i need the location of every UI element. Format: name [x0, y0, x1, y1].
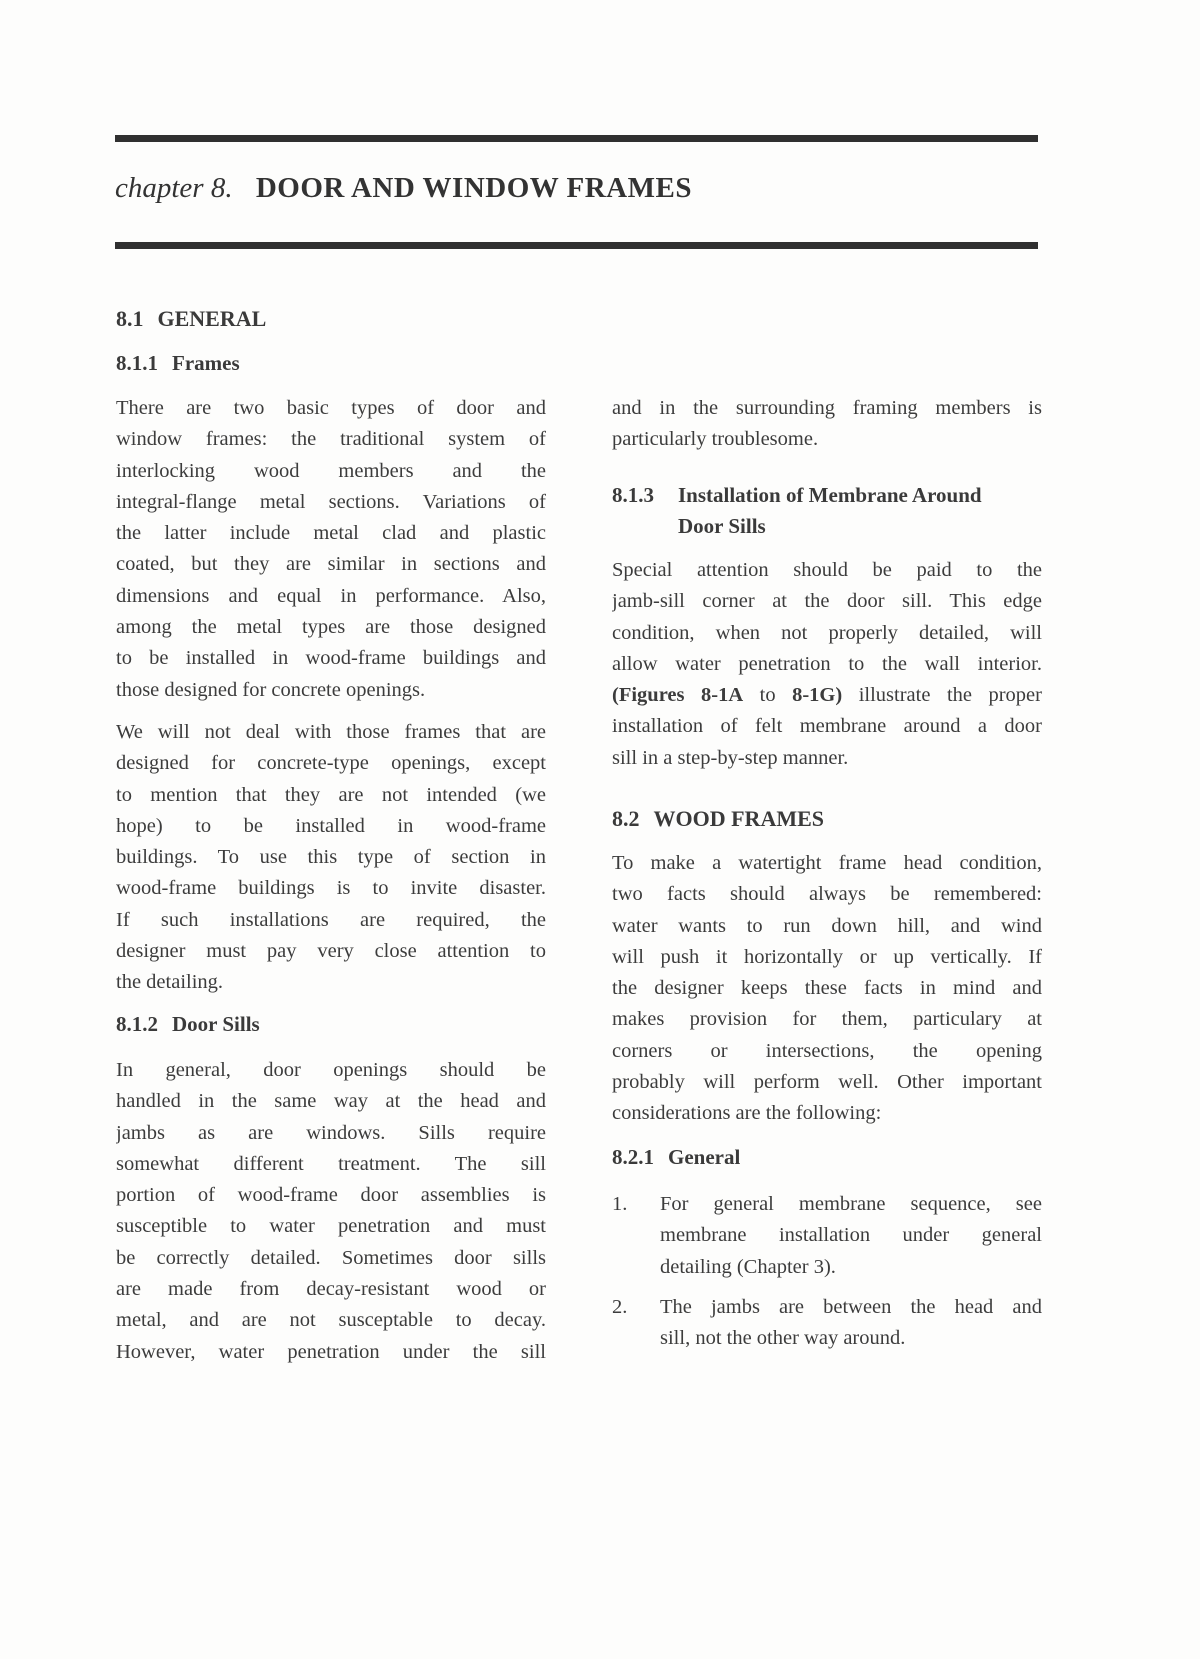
bottom-rule [115, 242, 1038, 249]
section-number: 8.2.1 [612, 1145, 654, 1169]
section-number: 8.2 [612, 806, 640, 831]
section-title: Door Sills [172, 1012, 260, 1036]
text-line: condition, when not properly detailed, will [612, 621, 1042, 644]
section-title-line-2: Door Sills [678, 514, 766, 538]
list-item-body [660, 1292, 1042, 1355]
text-line: corners or intersections, the opening [612, 1039, 1042, 1062]
section-number: 8.1.1 [116, 351, 158, 375]
door-sills-paragraph-continued [612, 393, 1042, 456]
frames-paragraph-2 [116, 717, 546, 999]
section-number: 8.1.3 [612, 483, 654, 507]
list-marker: 2. [612, 1296, 628, 1318]
text-line: and in the surrounding framing members is [612, 397, 1042, 419]
text-line: among the metal types are those designed [116, 616, 546, 639]
text-line: designer must pay very close attention to [116, 940, 546, 963]
text-line: portion of wood-frame door assemblies is [116, 1184, 546, 1207]
list-item-body [660, 1189, 1042, 1283]
text-line: window frames: the traditional system of [116, 428, 546, 451]
text-line: probably will perform well. Other important [612, 1071, 1042, 1094]
membrane-paragraph [612, 555, 1042, 774]
top-rule [115, 135, 1038, 142]
chapter-label: chapter 8. [115, 172, 233, 204]
text-line: Special attention should be paid to the [612, 559, 1042, 581]
text-line: somewhat different treatment. The sill [116, 1152, 546, 1175]
text-line: to mention that they are not intended (we [116, 783, 546, 806]
wood-frames-paragraph [612, 848, 1042, 1130]
text-line: installation of felt membrane around a door [612, 715, 1042, 738]
section-8-1-1-heading [116, 351, 240, 376]
section-title: WOOD FRAMES [653, 806, 824, 831]
text-line: considerations are the following: [612, 1102, 882, 1125]
text-line: will push it horizontally or up vertically. If [612, 945, 1042, 968]
text-fragment: illustrate the proper [842, 684, 1042, 707]
text-line: We will not deal with those frames that are [116, 721, 546, 743]
figure-reference: (Figures 8-1A [612, 684, 744, 707]
text-line: are made from decay-resistant wood or [116, 1278, 546, 1301]
text-line: However, water penetration under the sill [116, 1340, 546, 1363]
text-line: hope) to be installed in wood-frame [116, 814, 546, 837]
text-line: detailing (Chapter 3). [660, 1255, 836, 1278]
text-line: the latter include metal clad and plastic [116, 522, 546, 545]
text-line: There are two basic types of door and [116, 397, 546, 419]
section-8-1-3-heading [612, 480, 1042, 542]
section-8-2-1-heading [612, 1145, 740, 1170]
text-fragment: to [743, 684, 793, 707]
text-line: buildings. To use this type of section in [116, 846, 546, 869]
text-line: to be installed in wood-frame buildings and [116, 647, 546, 670]
section-8-1-heading [116, 306, 266, 332]
text-line: the detailing. [116, 971, 224, 994]
text-line: handled in the same way at the head and [116, 1090, 546, 1113]
text-line: susceptible to water penetration and must [116, 1215, 546, 1238]
text-line: water wants to run down hill, and wind [612, 914, 1042, 937]
section-title: Frames [172, 351, 240, 375]
text-line: interlocking wood members and the [116, 459, 546, 482]
section-8-2-heading [612, 806, 824, 832]
text-line: jamb-sill corner at the door sill. This edge [612, 590, 1042, 613]
section-title: General [668, 1145, 741, 1169]
text-line: designed for concrete-type openings, except [116, 752, 546, 775]
section-number: 8.1 [116, 306, 144, 331]
door-sills-paragraph [116, 1055, 546, 1368]
text-line: For general membrane sequence, see [660, 1193, 1042, 1215]
text-line: In general, door openings should be [116, 1059, 546, 1081]
chapter-title: DOOR AND WINDOW FRAMES [255, 172, 692, 204]
list-marker: 1. [612, 1193, 628, 1215]
section-title-line-1: Installation of Membrane Around [678, 483, 982, 507]
text-line: The jambs are between the head and [660, 1296, 1042, 1318]
text-line: wood-frame buildings is to invite disaster. [116, 877, 546, 900]
text-line: dimensions and equal in performance. Also, [116, 584, 546, 607]
text-line: the designer keeps these facts in mind and [612, 977, 1042, 1000]
text-line: two facts should always be remembered: [612, 883, 1042, 906]
text-line: sill in a step-by-step manner. [612, 746, 849, 769]
text-line: those designed for concrete openings. [116, 678, 426, 701]
frames-paragraph-1 [116, 393, 546, 706]
text-line: particularly troublesome. [612, 428, 819, 451]
text-line: integral-flange metal sections. Variations of [116, 490, 546, 513]
section-8-1-2-heading [116, 1012, 260, 1037]
figure-reference: 8-1G) [792, 684, 843, 707]
text-line: be correctly detailed. Sometimes door sills [116, 1246, 546, 1269]
text-line: allow water penetration to the wall interior. [612, 652, 1042, 675]
chapter-heading [115, 172, 692, 205]
section-number: 8.1.2 [116, 1012, 158, 1036]
text-line: makes provision for them, particulary at [612, 1008, 1042, 1031]
text-line: jambs as are windows. Sills require [116, 1121, 546, 1144]
text-line: metal, and are not susceptable to decay. [116, 1309, 546, 1332]
figure-reference-line [612, 680, 1042, 711]
text-line: To make a watertight frame head condition, [612, 852, 1042, 874]
text-line: coated, but they are similar in sections and [116, 553, 546, 576]
text-line: membrane installation under general [660, 1224, 1042, 1247]
text-line: If such installations are required, the [116, 908, 546, 931]
section-title: GENERAL [157, 306, 267, 331]
text-line: sill, not the other way around. [660, 1327, 906, 1350]
